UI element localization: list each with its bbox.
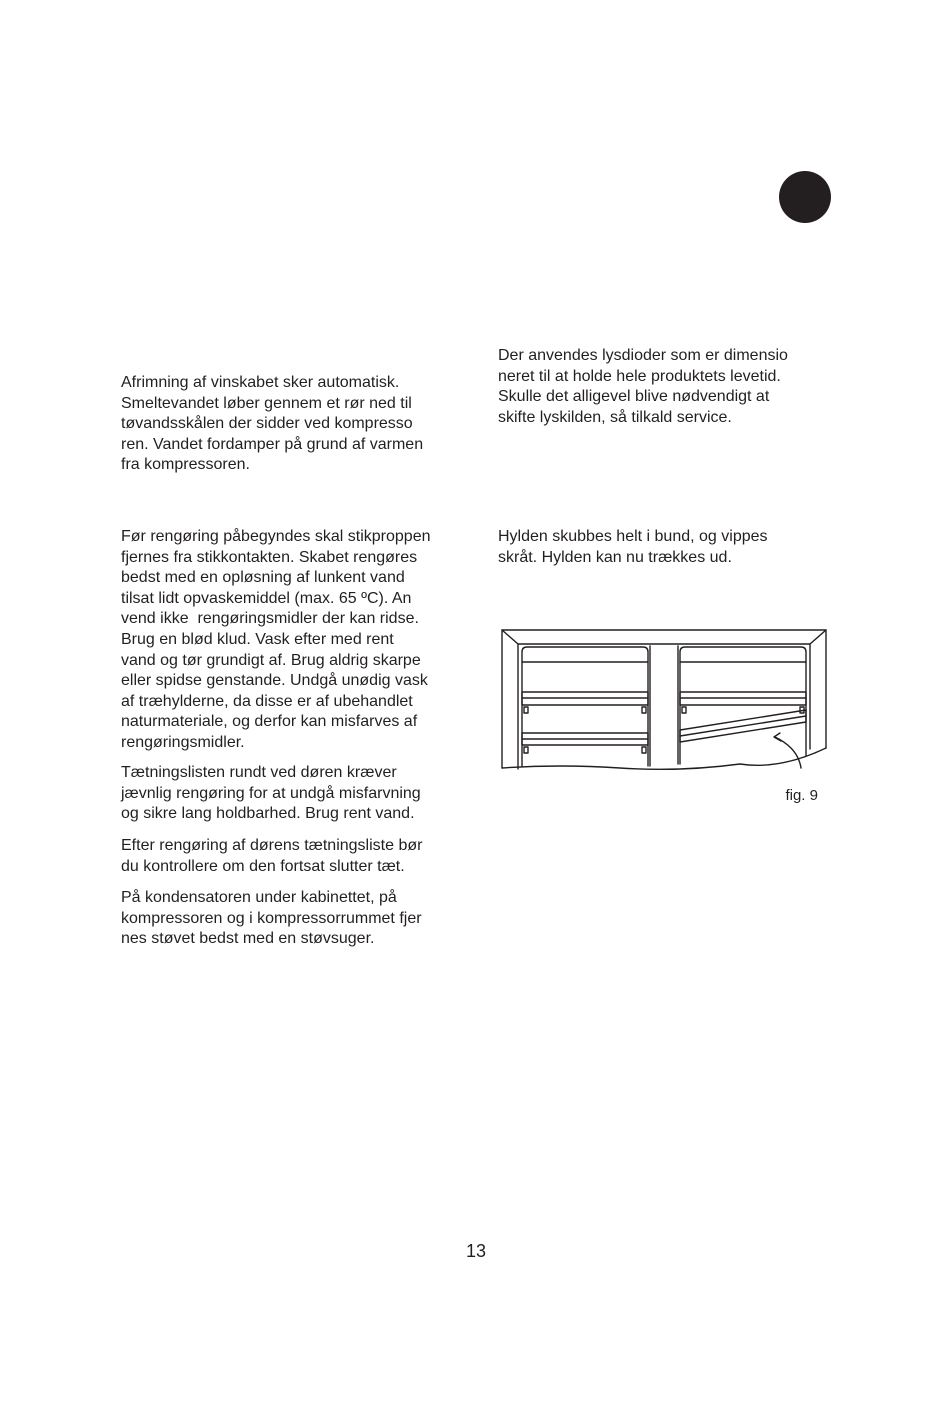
shelf-removal-paragraph: Hylden skubbes helt i bund, og vippes skråt. Hylden kan nu trækkes ud. <box>498 528 768 566</box>
shelf-removal-illustration <box>500 626 832 778</box>
left-compartment-top <box>522 647 648 662</box>
right-compartment-top <box>680 647 806 662</box>
cutaway-edge <box>502 748 826 769</box>
arrow-head <box>774 733 781 741</box>
door-seal-paragraph: Tætningslisten rundt ved døren kræver jævnlig rengøring for at undgå misfarvning og sikre lang holdbarhed. Brug rent vand. <box>121 764 421 823</box>
seal-check-paragraph: Efter rengøring af dørens tætningsliste bør du kontrollere om den fortsat slutter tæt. <box>121 837 423 875</box>
cabinet-outer-frame <box>502 630 826 768</box>
condenser-paragraph: På kondensatoren under kabinettet, på kompressoren og i kompressorrummet fjer nes støvet bedst med en støvsuger. <box>121 889 422 948</box>
lighting-paragraph: Der anvendes lysdioder som er dimensio neret til at holde hele produktets levetid. Skulle det alligevel blive nødvendigt at skifte lyskilden, så tilkald service. <box>498 347 788 426</box>
cleaning-paragraph: Før rengøring påbegyndes skal stikproppen fjernes fra stikkontakten. Skabet rengøres bedst med en opløsning af lunkent vand tilsat lidt opvaskemiddel (max. 65 ºC). An vend ikke rengøringsmidler der kan ridse. Brug en blød klud. Vask efter med rent vand og tør grundigt af. Brug aldrig skarpe eller spidse genstande. Undgå unødig vask af træhylderne, da disse er af ubehandlet naturmateriale, og derfor kan misfarves af rengøringsmidler. <box>121 528 431 751</box>
cabinet-inner-frame <box>518 644 810 769</box>
defrost-paragraph: Afrimning af vinskabet sker automatisk. Smeltevandet løber gennem et rør ned til tøvandsskålen der sidder ved kompresso ren. Vandet fordamper på grund af varmen fra kompressoren. <box>121 374 424 474</box>
section-marker-dot <box>779 171 831 223</box>
page-number: 13 <box>465 1241 487 1261</box>
figure-caption: fig. 9 <box>785 787 818 804</box>
